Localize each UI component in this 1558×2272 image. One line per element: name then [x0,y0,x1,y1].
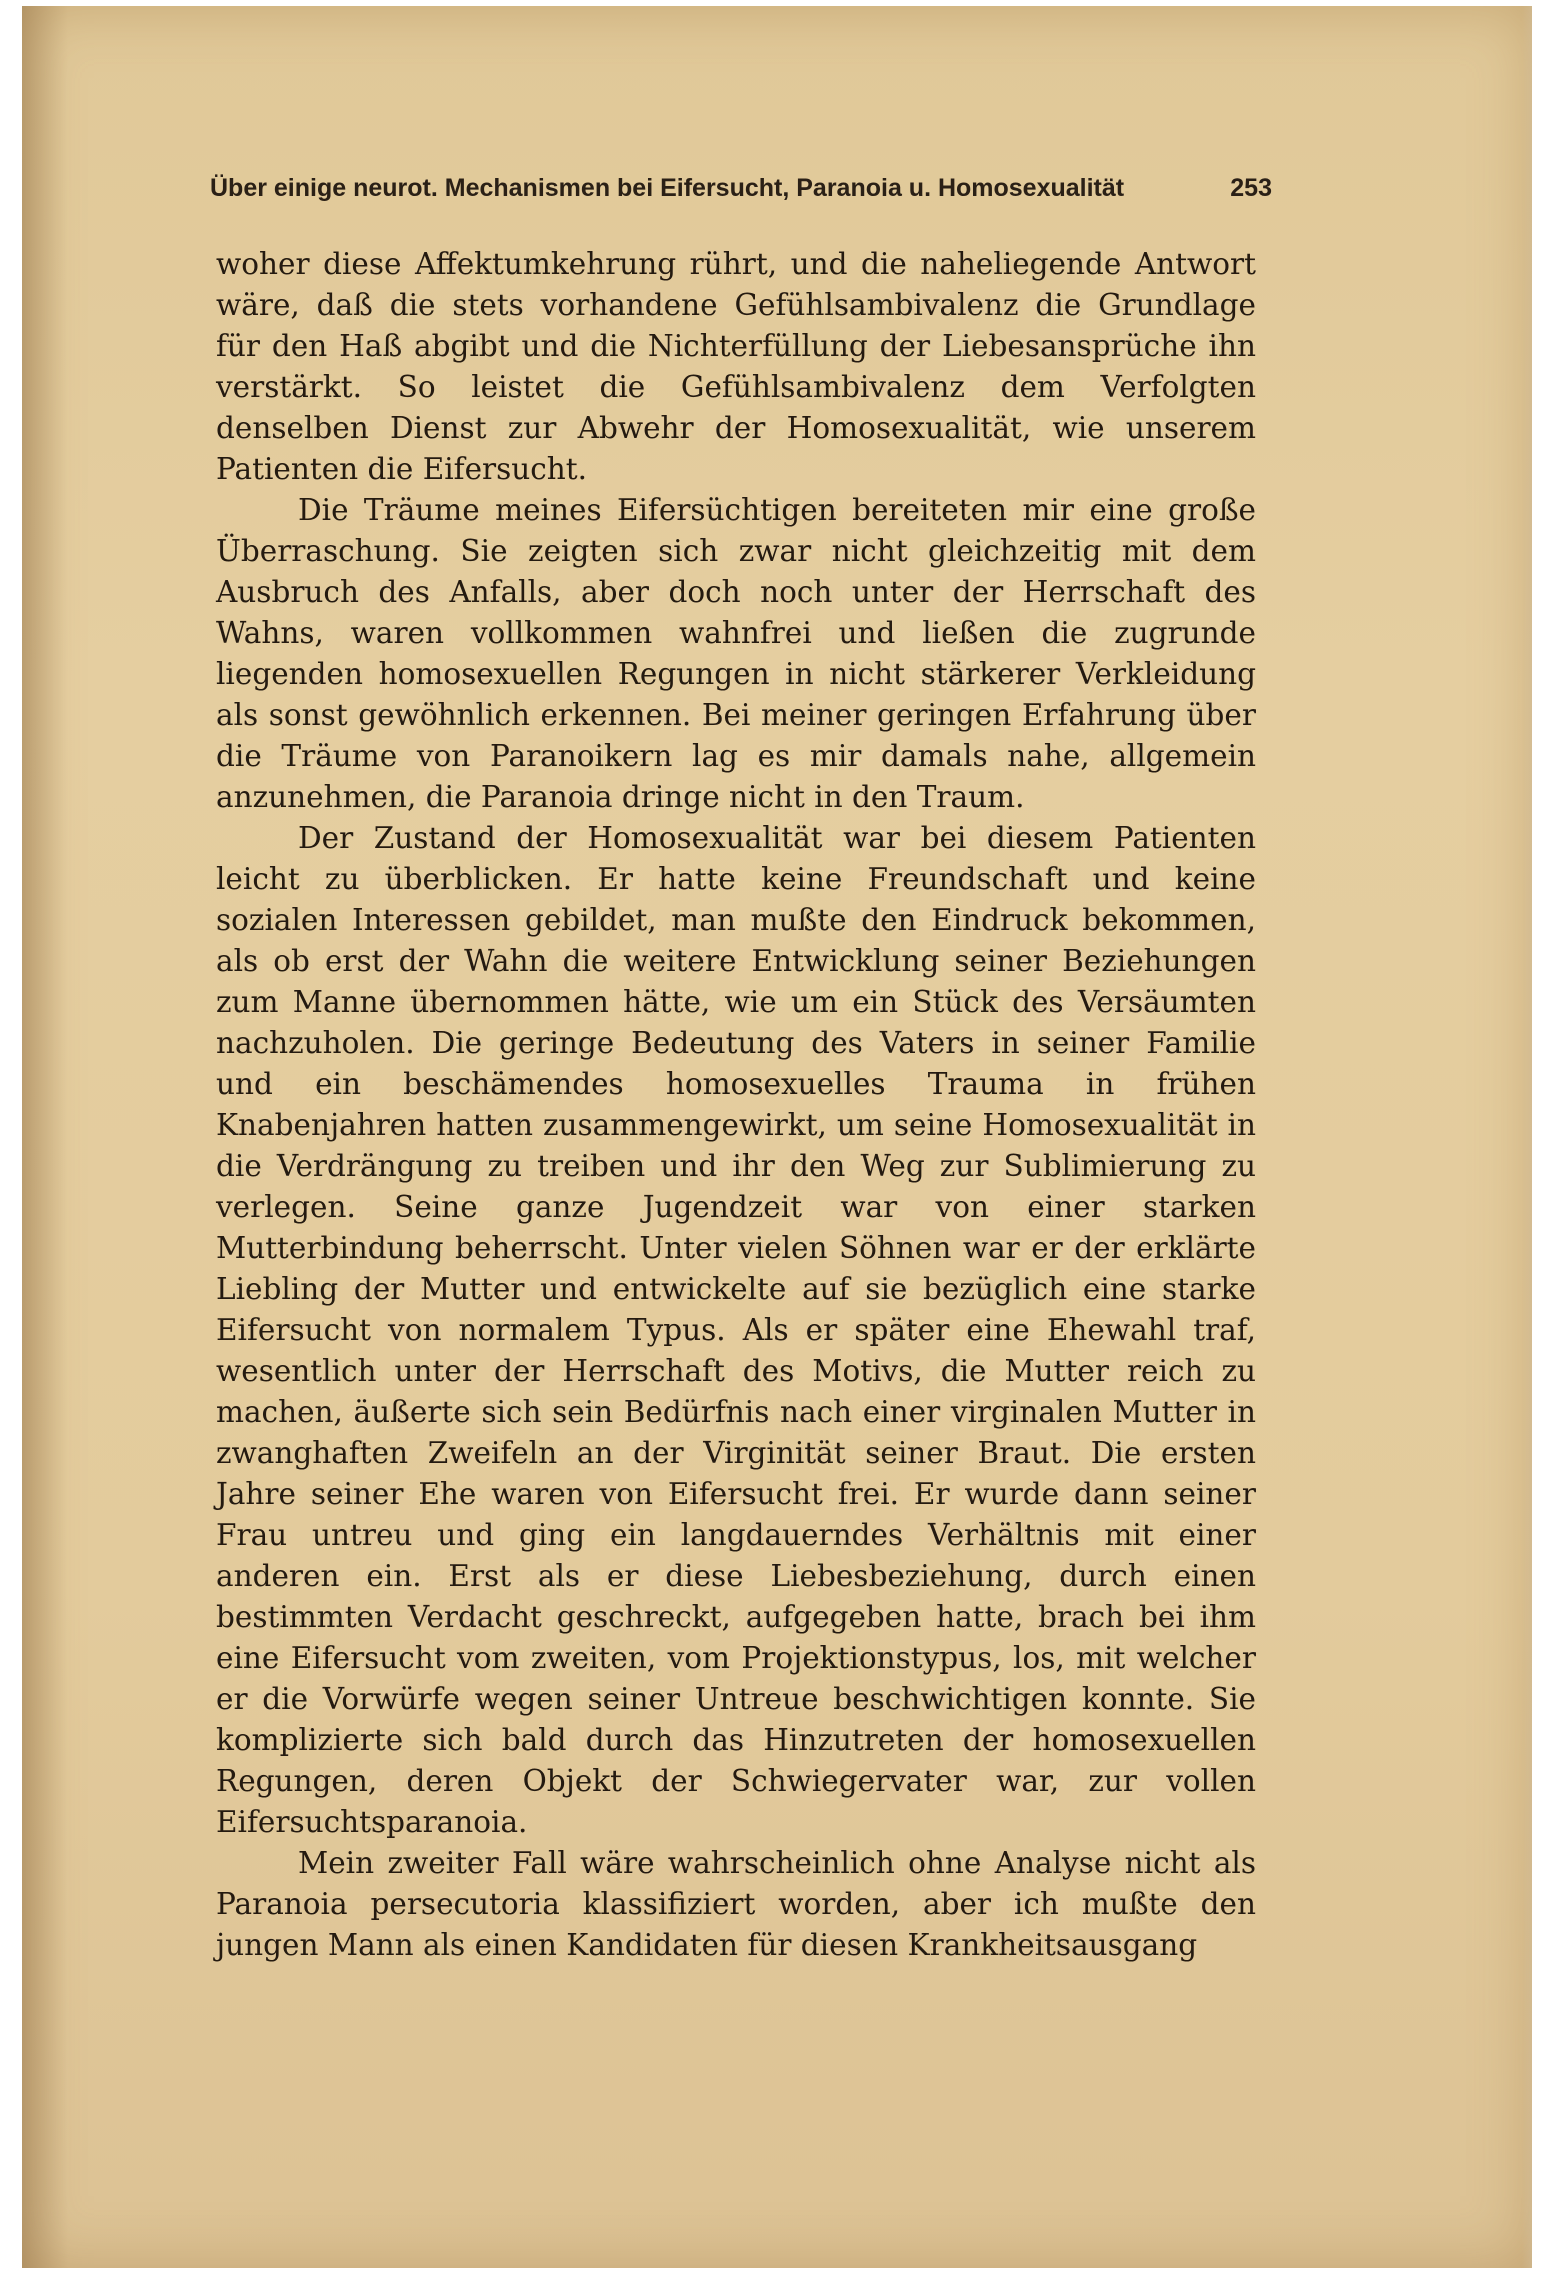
page-header [210,174,1272,214]
paragraph-second-case: Mein zweiter Fall wäre wahrscheinlich ohne Analyse nicht als Paranoia persecutoria klassifiziert worden, aber ich mußte den jungen Mann als einen Kandidaten für diesen Krankheitsausgang [216,1846,1256,1962]
book-page [22,6,1532,2268]
paragraph-homosexuality-state: Der Zustand der Homosexualität war bei diesem Patienten leicht zu überblicken. Er hatte keine Freundschaft und keine sozialen Interessen gebildet, man mußte den Eindruck bekommen, als ob erst der Wahn die weitere Entwicklung seiner Beziehungen zum Manne übernommen hätte, wie um ein Stück des Versäumten nachzuholen. Die geringe Bedeutung des Vaters in seiner Familie und ein beschämendes homosexuelles Trauma in frühen Knabenjahren hatten zusammengewirkt, um seine Homosexualität in die Verdrängung zu treiben und ihr den Weg zur Sublimierung zu verlegen. Seine ganze Jugendzeit war von einer starken Mutterbindung beherrscht. Unter vielen Söhnen war er der erklärte Liebling der Mutter und entwickelte auf sie bezüglich eine starke Eifersucht von normalem Typus. Als er später eine Ehewahl traf, wesentlich unter der Herrschaft des Motivs, die Mutter reich zu machen, äußerte sich sein Bedürfnis nach einer virginalen Mutter in zwanghaften Zweifeln an der Virginität seiner Braut. Die ersten Jahre seiner Ehe waren von Eifersucht frei. Er wurde dann seiner Frau untreu und ging ein langdauerndes Verhältnis mit einer anderen ein. Erst als er diese Liebesbeziehung, durch einen bestimmten Verdacht geschreckt, aufgegeben hatte, brach bei ihm eine Eifersucht vom zweiten, vom Projektionstypus, los, mit welcher er die Vorwürfe wegen seiner Untreue beschwichtigen konnte. Sie komplizierte sich bald durch das Hinzutreten der homosexuellen Regungen, deren Objekt der Schwiegervater war, zur vollen Eifersuchtsparanoia. [216,821,1256,1839]
paragraph-dreams: Die Träume meines Eifersüchtigen bereiteten mir eine große Überraschung. Sie zeigten sich zwar nicht gleichzeitig mit dem Ausbruch des Anfalls, aber doch noch unter der Herrschaft des Wahns, waren vollkommen wahnfrei und ließen die zugrunde liegenden homosexuellen Regungen in nicht stärkerer Verkleidung als sonst gewöhnlich erkennen. Bei meiner geringen Erfahrung über die Träume von Paranoikern lag es mir damals nahe, allgemein anzunehmen, die Paranoia dringe nicht in den Traum. [216,493,1256,814]
running-head: Über einige neurot. Mechanismen bei Eifersucht, Paranoia u. Homosexualität [210,174,1125,202]
paragraph-continuation: woher diese Affektumkehrung rührt, und die naheliegende Antwort wäre, daß die stets vorhandene Gefühlsambivalenz die Grundlage für den Haß abgibt und die Nichterfüllung der Liebesansprüche ihn verstärkt. So leistet die Gefühlsambivalenz dem Verfolgten denselben Dienst zur Abwehr der Homosexualität, wie unserem Patienten die Eifersucht. [216,247,1256,486]
spine-shadow [22,6,68,2268]
page-edge [1522,6,1532,2268]
body-text [216,244,1256,1966]
page-number: 253 [1230,174,1272,202]
